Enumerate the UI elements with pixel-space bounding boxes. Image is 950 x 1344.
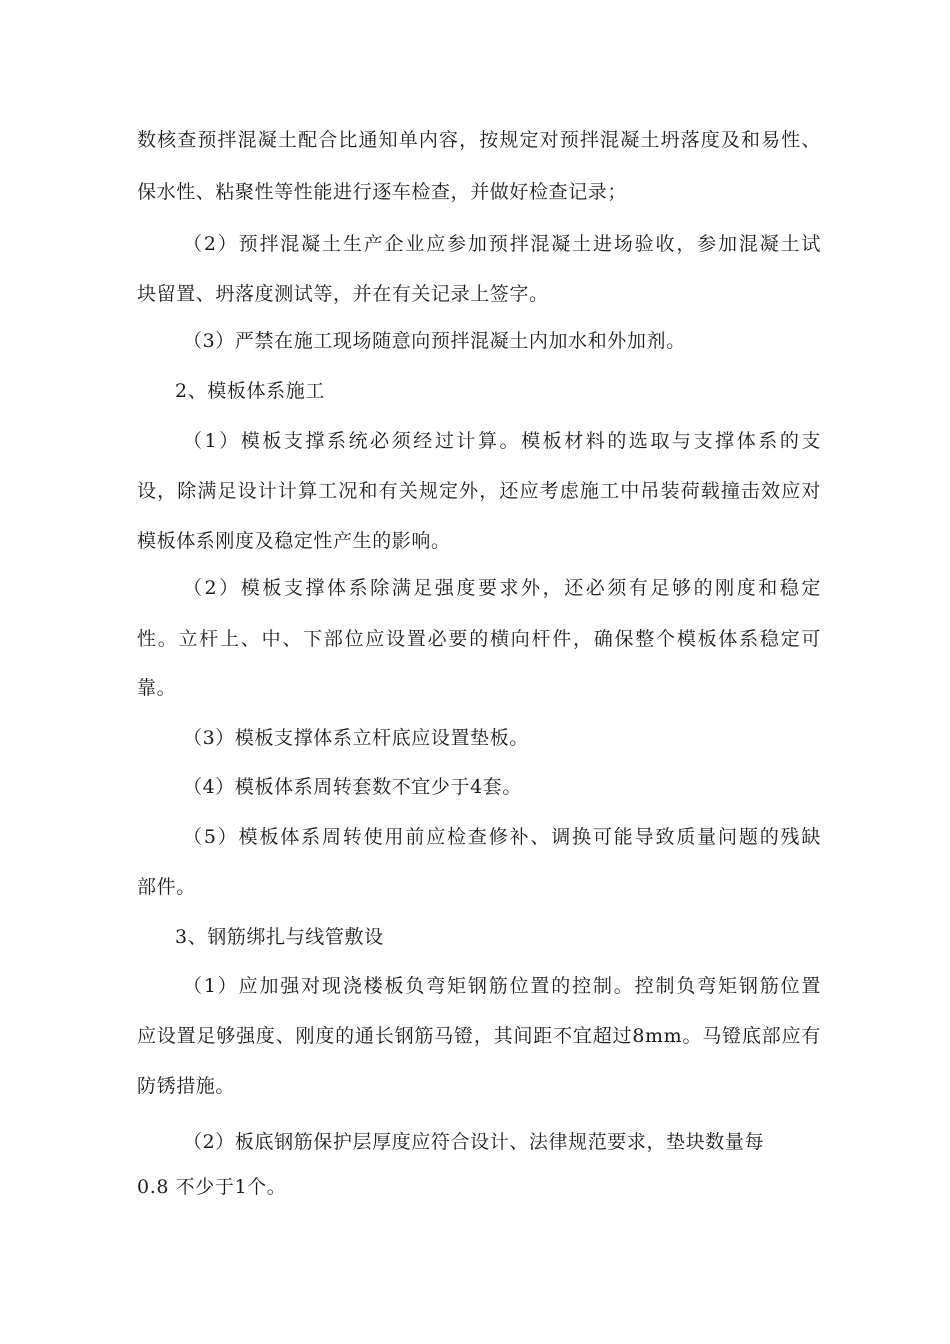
text-line: 性。立杆上、中、下部位应设置必要的横向杆件，确保整个模板体系稳定可 [137, 628, 821, 650]
text-line: （3）严禁在施工现场随意向预拌混凝土内加水和外加剂。 [183, 330, 686, 352]
text-line: 保水性、粘聚性等性能进行逐车检查，并做好检查记录； [137, 181, 628, 203]
text-line: 0.8 不少于1个。 [137, 1176, 287, 1198]
text-line: （1）模板支撑系统必须经过计算。模板材料的选取与支撑体系的支 [183, 430, 821, 452]
text-line: （5）模板体系周转使用前应检查修补、调换可能导致质量问题的残缺 [183, 826, 821, 848]
text-line: （2）预拌混凝土生产企业应参加预拌混凝土进场验收，参加混凝土试 [183, 233, 821, 255]
text-line: 模板体系刚度及稳定性产生的影响。 [137, 530, 451, 552]
section-heading: 2、模板体系施工 [175, 380, 325, 402]
text-line: （2）模板支撑体系除满足强度要求外，还必须有足够的刚度和稳定 [183, 577, 821, 599]
text-line: 靠。 [137, 677, 177, 699]
text-line: 部件。 [137, 876, 196, 898]
text-line: （2）板底钢筋保护层厚度应符合设计、法律规范要求，垫块数量每 [183, 1131, 765, 1153]
text-line: （3）模板支撑体系立杆底应设置垫板。 [183, 727, 529, 749]
text-line: 设，除满足设计计算工况和有关规定外，还应考虑施工中吊装荷载撞击效应对 [137, 480, 821, 502]
text-line: 数核查预拌混凝土配合比通知单内容，按规定对预拌混凝土坍落度及和易性、 [137, 129, 821, 151]
section-heading: 3、钢筋绑扎与线管敷设 [175, 926, 384, 948]
text-line: （1）应加强对现浇楼板负弯矩钢筋位置的控制。控制负弯矩钢筋位置 [183, 975, 821, 997]
text-line: 应设置足够强度、刚度的通长钢筋马镫，其间距不宜超过8mm。马镫底部应有 [137, 1025, 821, 1047]
text-line: 防锈措施。 [137, 1075, 236, 1097]
text-line: （4）模板体系周转套数不宜少于4套。 [183, 776, 522, 798]
text-line: 块留置、坍落度测试等，并在有关记录上签字。 [137, 283, 549, 305]
